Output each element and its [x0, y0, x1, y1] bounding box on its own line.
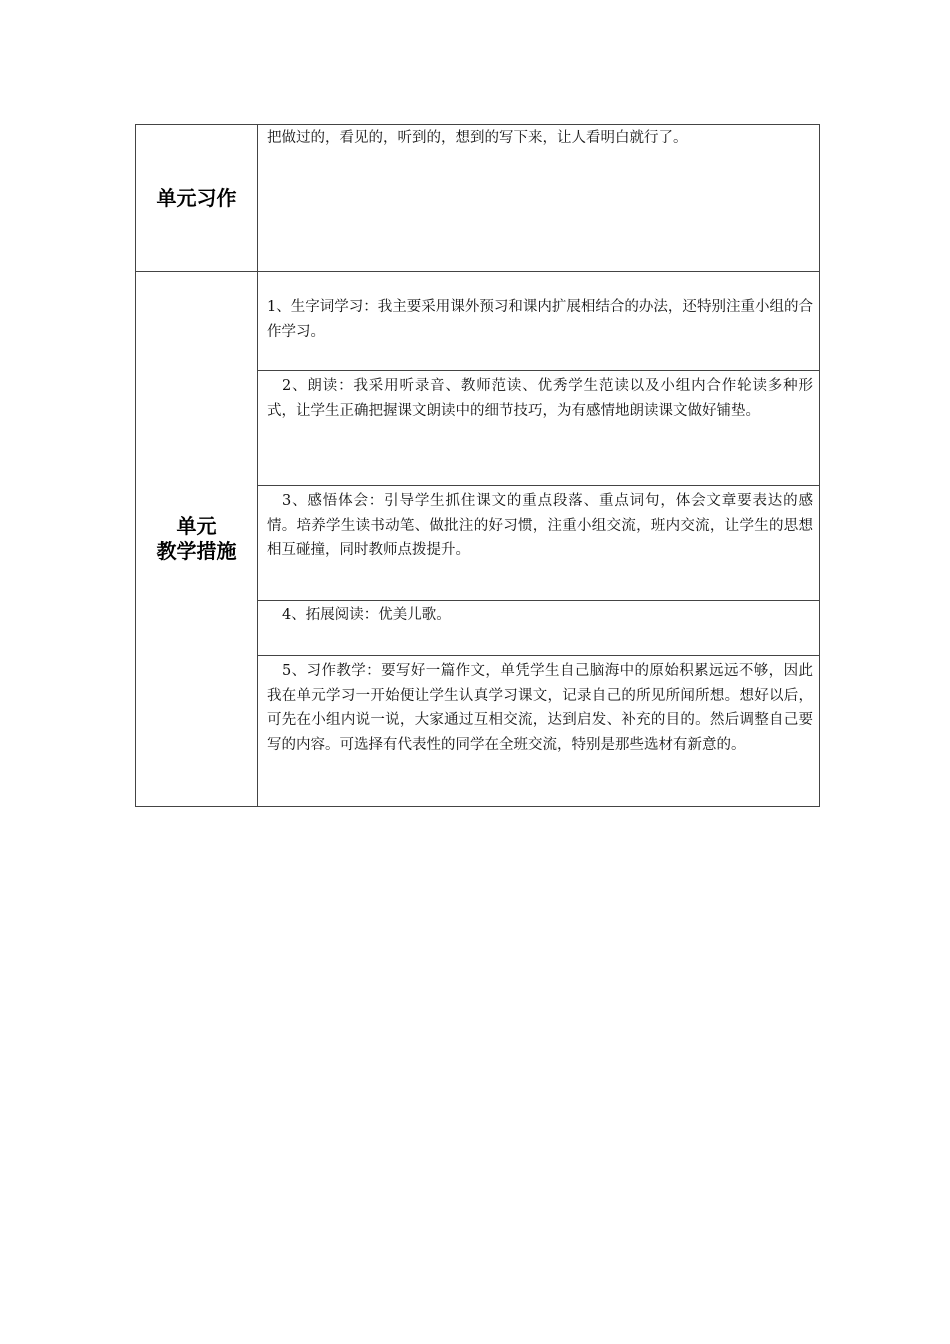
measure-text-1: 1、生字词学习：我主要采用课外预习和课内扩展相结合的办法，还特别注重小组的合作学习。 [267, 299, 813, 340]
teaching-measures-label-line2: 教学措施 [156, 539, 237, 563]
measure-text-3: 3、感悟体会：引导学生抓住课文的重点段落、重点词句，体会文章要表达的感情。培养学生读书动笔、做批注的好习惯，注重小组交流，班内交流，让学生的思想相互碰撞，同时教师点拨提升。 [267, 493, 813, 558]
lesson-plan-table [135, 124, 820, 807]
measure-text-2: 2、朗读：我采用听录音、教师范读、优秀学生范读以及小组内合作轮读多种形式，让学生正确把握课文朗读中的细节技巧，为有感情地朗读课文做好铺垫。 [267, 378, 813, 419]
unit-writing-text: 把做过的，看见的，听到的，想到的写下来，让人看明白就行了。 [267, 130, 688, 146]
teaching-measures-label [136, 272, 258, 807]
measure-text-5: 5、习作教学：要写好一篇作文，单凭学生自己脑海中的原始积累远远不够，因此我在单元学习一开始便让学生认真学习课文，记录自己的所见所闻所想。想好以后，可先在小组内说一说，大家通过互相交流，达到启发、补充的目的。然后调整自己要写的内容。可选择有代表性的同学在全班交流，特别是那些选材有新意的。 [267, 663, 813, 753]
teaching-measures-label-line1: 单元 [176, 514, 217, 538]
measure-cell-2 [258, 371, 820, 486]
measure-row-1 [136, 272, 820, 371]
unit-writing-row [136, 125, 820, 272]
measure-text-4: 4、拓展阅读：优美儿歌。 [282, 607, 451, 623]
measure-cell-1 [258, 272, 820, 371]
measure-cell-5 [258, 656, 820, 807]
unit-writing-cell [258, 125, 820, 272]
measure-cell-4 [258, 601, 820, 656]
measure-cell-3 [258, 486, 820, 601]
unit-writing-label: 单元习作 [136, 125, 258, 272]
